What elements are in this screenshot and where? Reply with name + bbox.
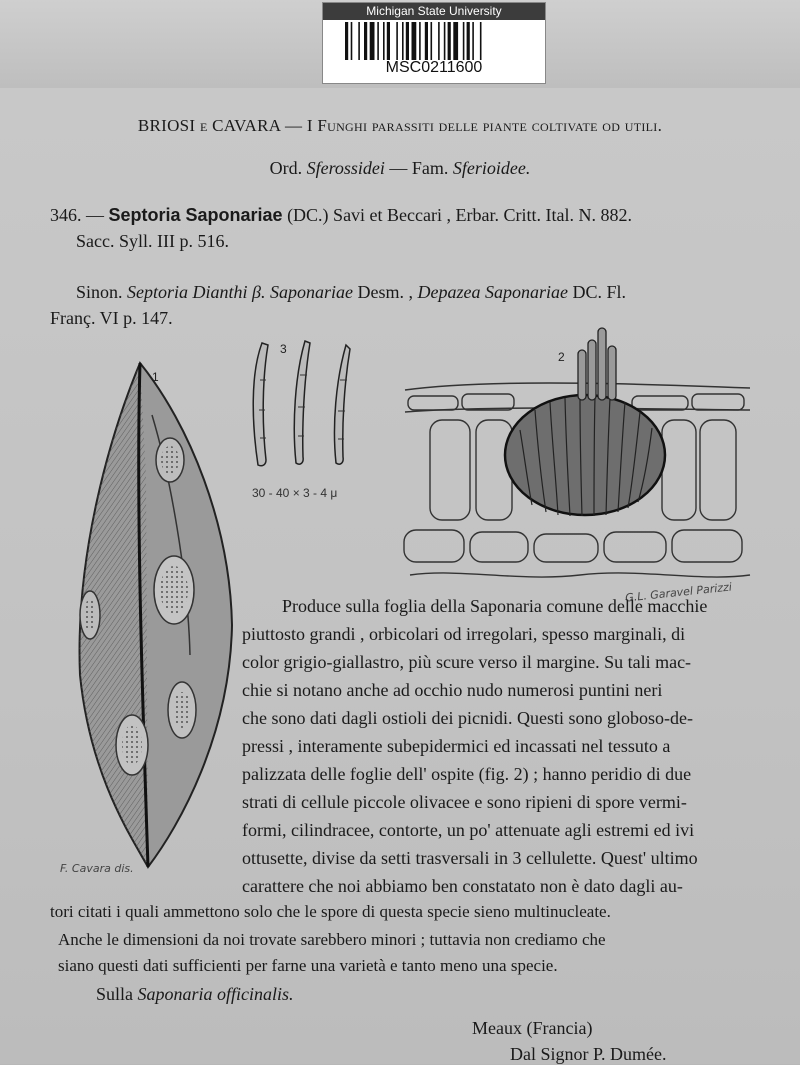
host-line — [96, 984, 294, 1005]
description-line: palizzata delle foglie dell' ospite (fig. 2) ; hanno peridio di due — [242, 764, 692, 784]
description-line: carattere che noi abbiamo ben constatato non è dato dagli au- — [242, 876, 683, 896]
barcode-label — [322, 2, 546, 84]
header-title: Funghi parassiti delle piante coltivate od utili. — [317, 116, 663, 135]
description-line: tori citati i quali ammettono solo che le spore di questa specie sieno multinucleate. — [50, 902, 611, 921]
figure-1-label: 1 — [152, 370, 159, 384]
barcode-bar — [377, 22, 379, 60]
description-line: piuttosto grandi , orbicolari od irregolari, spesso marginali, di — [242, 624, 686, 644]
barcode-bar — [345, 22, 348, 60]
figure-2-label: 2 — [558, 350, 565, 364]
barcode-bar — [358, 22, 360, 60]
entry-reference: Sacc. Syll. III p. 516. — [76, 231, 229, 251]
species-name: Septoria Saponariae — [108, 205, 283, 225]
synonyms-line-2: Franç. VI p. 147. — [50, 308, 173, 328]
description-line: ottusette, divise da setti trasversali in 3 cellulette. Quest' ultimo — [242, 848, 698, 868]
spore-measurement: 30 - 40 × 3 - 4 μ — [252, 486, 338, 500]
barcode-bar — [438, 22, 440, 60]
ord-label: Ord. — [269, 158, 303, 178]
barcode-institution: Michigan State University — [323, 3, 545, 20]
figure-2-section — [400, 320, 760, 585]
ord-sep: — — [389, 158, 408, 178]
figure-3-spores — [240, 335, 360, 475]
synonyms-line — [76, 282, 626, 303]
header-conj: e — [199, 116, 208, 135]
synonyms-label: Sinon. — [76, 282, 123, 302]
description-line: chie si notano anche ad occhio nudo numerosi puntini neri — [242, 680, 663, 700]
host-prefix: Sulla — [96, 984, 134, 1004]
host-name: Saponaria officinalis. — [137, 984, 294, 1004]
entry-line — [50, 205, 632, 226]
synonym-2-author: DC. Fl. — [572, 282, 626, 302]
barcode-bars — [345, 22, 523, 60]
barcode-bar — [453, 22, 458, 60]
barcode-bar — [419, 22, 421, 60]
description-line: formi, cilindracee, contorte, un po' attenuate agli estremi ed ivi — [242, 820, 695, 840]
barcode-bar — [480, 22, 482, 60]
barcode-bar — [431, 22, 433, 60]
figure-1-signature: F. Cavara dis. — [60, 862, 134, 875]
barcode-bar — [412, 22, 417, 60]
barcode-bar — [444, 22, 446, 60]
barcode-bar — [383, 22, 385, 60]
barcode-bar — [448, 22, 451, 60]
synonym-1-author: Desm. , — [357, 282, 413, 302]
figure-2-signature: G.L. Garavel Parizzi — [624, 580, 733, 605]
entry-number: 346. — — [50, 205, 104, 225]
figure-1-leaf — [70, 355, 240, 875]
description-line: pressi , interamente subepidermici ed incassati nel tessuto a — [242, 736, 671, 756]
barcode-bar — [351, 22, 353, 60]
barcode-bar — [463, 22, 465, 60]
header-authors2: CAVARA — [212, 116, 281, 135]
barcode-bar — [467, 22, 470, 60]
barcode-bar — [425, 22, 428, 60]
fam-name: Sferioidee. — [452, 158, 531, 178]
series-header — [0, 116, 800, 136]
order-line — [0, 158, 800, 179]
description-line: color grigio-giallastro, più scure verso il margine. Su tali mac- — [242, 652, 692, 672]
barcode-bar — [406, 22, 409, 60]
header-title-prefix: I — [306, 116, 313, 135]
barcode-bar — [396, 22, 398, 60]
locality-collector: Dal Signor P. Dumée. — [510, 1044, 667, 1064]
species-authority: (DC.) Savi et Beccari , Erbar. Critt. Ital. N. 882. — [287, 205, 632, 225]
description-line: Produce sulla foglia della Saponaria comune delle macchie — [282, 596, 708, 616]
locality-place: Meaux (Francia) — [472, 1018, 593, 1038]
synonym-2: Depazea Saponariae — [417, 282, 568, 302]
fam-label: Fam. — [411, 158, 449, 178]
synonym-1: Septoria Dianthi β. Saponariae — [127, 282, 353, 302]
barcode-code: MSC0211600 — [385, 59, 483, 76]
barcode-bar — [472, 22, 474, 60]
description-line: strati di cellule piccole olivacee e sono ripieni di spore vermi- — [242, 792, 687, 812]
barcode-bar — [364, 22, 367, 60]
description-line: che sono dati dagli ostioli dei picnidi. Questi sono globoso-de- — [242, 708, 693, 728]
barcode-bar — [387, 22, 390, 60]
header-dash: — — [284, 116, 303, 135]
barcode-bar — [370, 22, 375, 60]
figure-3-label: 3 — [280, 342, 287, 356]
description-line: siano questi dati sufficienti per farne una varietà e tanto meno una specie. — [58, 956, 558, 975]
ord-name: Sferossidei — [306, 158, 385, 178]
description-line: Anche le dimensioni da noi trovate sarebbero minori ; tuttavia non crediamo che — [58, 930, 606, 949]
barcode-bar — [402, 22, 404, 60]
header-authors: BRIOSI — [137, 116, 196, 135]
